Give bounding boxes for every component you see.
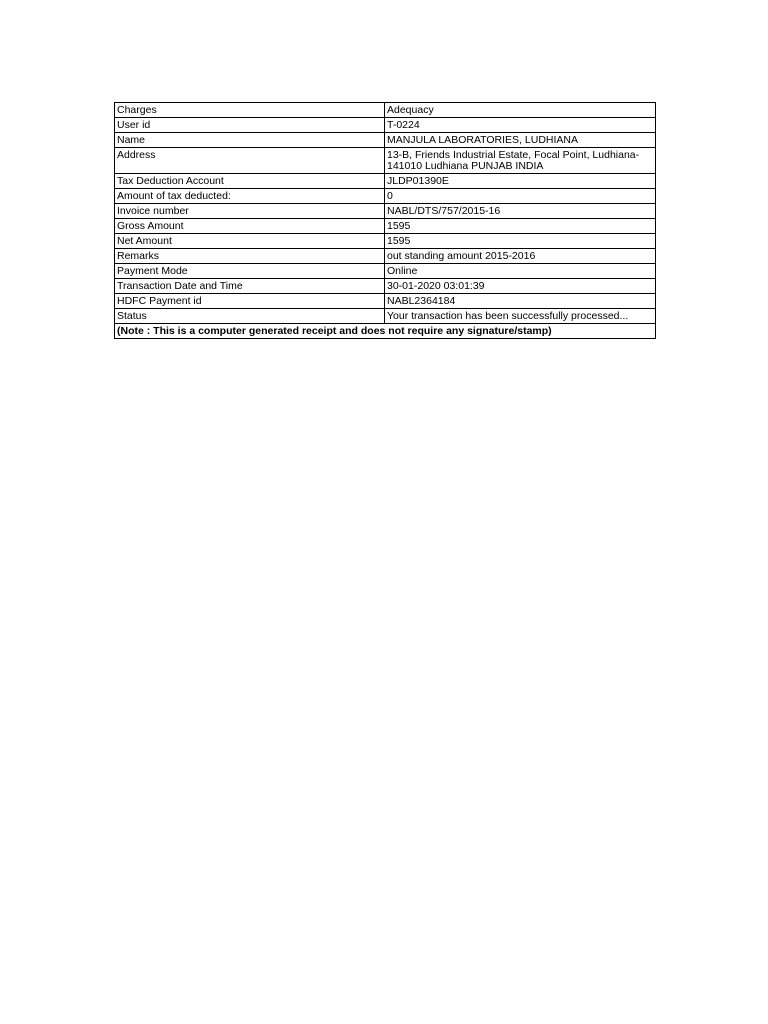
table-row-status (115, 309, 656, 324)
row-label: Remarks (115, 249, 385, 264)
row-value: 1595 (385, 234, 656, 249)
table-row-transaction-date-time (115, 279, 656, 294)
row-value: Online (385, 264, 656, 279)
table-row-hdfc-payment-id (115, 294, 656, 309)
row-value: 1595 (385, 219, 656, 234)
table-row-remarks (115, 249, 656, 264)
row-label: Tax Deduction Account (115, 174, 385, 189)
row-label: User id (115, 118, 385, 133)
row-value: MANJULA LABORATORIES, LUDHIANA (385, 133, 656, 148)
table-row-name (115, 133, 656, 148)
row-label: Charges (115, 103, 385, 118)
table-row-user-id (115, 118, 656, 133)
row-label: Gross Amount (115, 219, 385, 234)
table-row-tax-deduction-account (115, 174, 656, 189)
row-label: Name (115, 133, 385, 148)
row-value: 13-B, Friends Industrial Estate, Focal Point, Ludhiana-141010 Ludhiana PUNJAB INDIA (385, 148, 656, 174)
table-row-charges (115, 103, 656, 118)
table-row-tax-deducted (115, 189, 656, 204)
row-label: HDFC Payment id (115, 294, 385, 309)
row-label: Net Amount (115, 234, 385, 249)
table-row-invoice-number (115, 204, 656, 219)
row-value: Adequacy (385, 103, 656, 118)
row-value: T-0224 (385, 118, 656, 133)
row-value: Your transaction has been successfully processed... (385, 309, 656, 324)
table-row-address (115, 148, 656, 174)
receipt-note: (Note : This is a computer generated receipt and does not require any signature/stamp) (115, 324, 656, 339)
row-value: 0 (385, 189, 656, 204)
row-value: NABL2364184 (385, 294, 656, 309)
row-value: NABL/DTS/757/2015-16 (385, 204, 656, 219)
table-row-payment-mode (115, 264, 656, 279)
row-value: 30-01-2020 03:01:39 (385, 279, 656, 294)
table-row-note (115, 324, 656, 339)
row-label: Transaction Date and Time (115, 279, 385, 294)
row-value: out standing amount 2015-2016 (385, 249, 656, 264)
row-label: Payment Mode (115, 264, 385, 279)
row-label: Status (115, 309, 385, 324)
row-label: Address (115, 148, 385, 174)
payment-receipt-table (114, 102, 656, 339)
table-row-net-amount (115, 234, 656, 249)
row-label: Invoice number (115, 204, 385, 219)
row-value: JLDP01390E (385, 174, 656, 189)
row-label: Amount of tax deducted: (115, 189, 385, 204)
table-row-gross-amount (115, 219, 656, 234)
